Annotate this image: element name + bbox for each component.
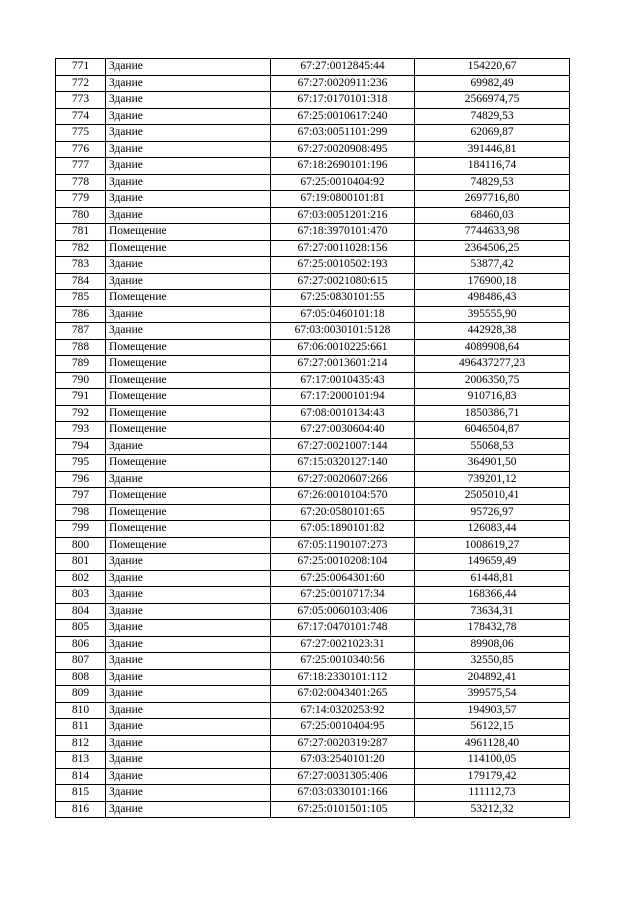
cadastral-number: 67:19:0800101:81	[271, 191, 415, 208]
table-row	[56, 240, 570, 257]
table-row	[56, 686, 570, 703]
table-row	[56, 603, 570, 620]
object-type: Здание	[106, 75, 271, 92]
object-type: Здание	[106, 257, 271, 274]
table-row	[56, 174, 570, 191]
cadastral-value: 442928,38	[415, 323, 570, 340]
object-type: Здание	[106, 620, 271, 637]
object-type: Здание	[106, 801, 271, 818]
property-registry-table	[55, 58, 570, 818]
row-number: 793	[56, 422, 106, 439]
table-row	[56, 372, 570, 389]
cadastral-value: 176900,18	[415, 273, 570, 290]
table-row	[56, 620, 570, 637]
row-number: 781	[56, 224, 106, 241]
table-row	[56, 290, 570, 307]
cadastral-number: 67:15:0320127:140	[271, 455, 415, 472]
table-row	[56, 92, 570, 109]
row-number: 784	[56, 273, 106, 290]
object-type: Здание	[106, 587, 271, 604]
object-type: Здание	[106, 752, 271, 769]
table-row	[56, 339, 570, 356]
table-row	[56, 570, 570, 587]
cadastral-number: 67:27:0030604:40	[271, 422, 415, 439]
cadastral-number: 67:17:0010435:43	[271, 372, 415, 389]
table-row	[56, 669, 570, 686]
object-type: Здание	[106, 158, 271, 175]
cadastral-number: 67:25:0010717:34	[271, 587, 415, 604]
row-number: 779	[56, 191, 106, 208]
cadastral-value: 111112,73	[415, 785, 570, 802]
cadastral-value: 496437277,23	[415, 356, 570, 373]
table-row	[56, 207, 570, 224]
object-type: Помещение	[106, 405, 271, 422]
cadastral-value: 178432,78	[415, 620, 570, 637]
cadastral-value: 114100,05	[415, 752, 570, 769]
object-type: Здание	[106, 768, 271, 785]
object-type: Помещение	[106, 488, 271, 505]
object-type: Здание	[106, 471, 271, 488]
row-number: 805	[56, 620, 106, 637]
cadastral-value: 55068,53	[415, 438, 570, 455]
cadastral-value: 73634,31	[415, 603, 570, 620]
object-type: Помещение	[106, 537, 271, 554]
row-number: 806	[56, 636, 106, 653]
row-number: 785	[56, 290, 106, 307]
table-row	[56, 438, 570, 455]
table-row	[56, 554, 570, 571]
cadastral-number: 67:17:0470101:748	[271, 620, 415, 637]
row-number: 801	[56, 554, 106, 571]
cadastral-number: 67:20:0580101:65	[271, 504, 415, 521]
object-type: Здание	[106, 653, 271, 670]
row-number: 776	[56, 141, 106, 158]
object-type: Помещение	[106, 224, 271, 241]
cadastral-value: 184116,74	[415, 158, 570, 175]
object-type: Здание	[106, 125, 271, 142]
object-type: Здание	[106, 669, 271, 686]
table-row	[56, 356, 570, 373]
object-type: Здание	[106, 108, 271, 125]
row-number: 804	[56, 603, 106, 620]
cadastral-value: 53212,32	[415, 801, 570, 818]
cadastral-number: 67:05:0460101:18	[271, 306, 415, 323]
row-number: 797	[56, 488, 106, 505]
cadastral-number: 67:25:0010502:193	[271, 257, 415, 274]
cadastral-number: 67:17:2000101:94	[271, 389, 415, 406]
cadastral-value: 68460,03	[415, 207, 570, 224]
cadastral-number: 67:25:0010404:92	[271, 174, 415, 191]
cadastral-value: 391446,81	[415, 141, 570, 158]
cadastral-value: 498486,43	[415, 290, 570, 307]
row-number: 777	[56, 158, 106, 175]
cadastral-number: 67:27:0020908:495	[271, 141, 415, 158]
cadastral-number: 67:25:0010617:240	[271, 108, 415, 125]
row-number: 771	[56, 59, 106, 76]
cadastral-number: 67:25:0010208:104	[271, 554, 415, 571]
registry-table-body	[56, 59, 570, 818]
object-type: Здание	[106, 191, 271, 208]
object-type: Здание	[106, 207, 271, 224]
cadastral-number: 67:18:2690101:196	[271, 158, 415, 175]
cadastral-number: 67:27:0021080:615	[271, 273, 415, 290]
cadastral-number: 67:03:0051101:299	[271, 125, 415, 142]
table-row	[56, 108, 570, 125]
row-number: 799	[56, 521, 106, 538]
cadastral-number: 67:05:0060103:406	[271, 603, 415, 620]
cadastral-value: 56122,15	[415, 719, 570, 736]
row-number: 809	[56, 686, 106, 703]
cadastral-value: 74829,53	[415, 174, 570, 191]
row-number: 773	[56, 92, 106, 109]
table-row	[56, 488, 570, 505]
cadastral-value: 1008619,27	[415, 537, 570, 554]
object-type: Помещение	[106, 356, 271, 373]
cadastral-number: 67:27:0020911:236	[271, 75, 415, 92]
table-row	[56, 471, 570, 488]
table-row	[56, 191, 570, 208]
table-row	[56, 504, 570, 521]
object-type: Здание	[106, 323, 271, 340]
table-row	[56, 537, 570, 554]
table-row	[56, 587, 570, 604]
cadastral-value: 89908,06	[415, 636, 570, 653]
table-row	[56, 521, 570, 538]
object-type: Помещение	[106, 372, 271, 389]
table-row	[56, 389, 570, 406]
object-type: Здание	[106, 735, 271, 752]
cadastral-number: 67:05:1890101:82	[271, 521, 415, 538]
cadastral-value: 1850386,71	[415, 405, 570, 422]
table-row	[56, 405, 570, 422]
table-row	[56, 422, 570, 439]
table-row	[56, 455, 570, 472]
cadastral-value: 74829,53	[415, 108, 570, 125]
table-row	[56, 273, 570, 290]
cadastral-number: 67:27:0021023:31	[271, 636, 415, 653]
cadastral-number: 67:25:0010340:56	[271, 653, 415, 670]
object-type: Здание	[106, 554, 271, 571]
table-row	[56, 158, 570, 175]
row-number: 774	[56, 108, 106, 125]
row-number: 810	[56, 702, 106, 719]
row-number: 803	[56, 587, 106, 604]
cadastral-value: 2566974,75	[415, 92, 570, 109]
cadastral-value: 910716,83	[415, 389, 570, 406]
cadastral-number: 67:17:0170101:318	[271, 92, 415, 109]
cadastral-number: 67:03:0330101:166	[271, 785, 415, 802]
table-row	[56, 224, 570, 241]
cadastral-value: 4961128,40	[415, 735, 570, 752]
cadastral-number: 67:02:0043401:265	[271, 686, 415, 703]
cadastral-value: 204892,41	[415, 669, 570, 686]
table-row	[56, 636, 570, 653]
cadastral-value: 364901,50	[415, 455, 570, 472]
cadastral-number: 67:05:1190107:273	[271, 537, 415, 554]
cadastral-value: 53877,42	[415, 257, 570, 274]
cadastral-value: 7744633,98	[415, 224, 570, 241]
object-type: Здание	[106, 686, 271, 703]
object-type: Здание	[106, 174, 271, 191]
table-row	[56, 752, 570, 769]
cadastral-value: 399575,54	[415, 686, 570, 703]
table-row	[56, 702, 570, 719]
cadastral-number: 67:25:0010404:95	[271, 719, 415, 736]
object-type: Помещение	[106, 339, 271, 356]
object-type: Здание	[106, 570, 271, 587]
row-number: 788	[56, 339, 106, 356]
row-number: 790	[56, 372, 106, 389]
object-type: Здание	[106, 438, 271, 455]
row-number: 780	[56, 207, 106, 224]
row-number: 783	[56, 257, 106, 274]
table-row	[56, 768, 570, 785]
table-row	[56, 785, 570, 802]
cadastral-number: 67:14:0320253:92	[271, 702, 415, 719]
object-type: Здание	[106, 702, 271, 719]
row-number: 772	[56, 75, 106, 92]
table-row	[56, 141, 570, 158]
object-type: Помещение	[106, 455, 271, 472]
document-page	[55, 58, 570, 818]
cadastral-number: 67:03:0051201:216	[271, 207, 415, 224]
row-number: 813	[56, 752, 106, 769]
cadastral-value: 61448,81	[415, 570, 570, 587]
cadastral-number: 67:27:0011028:156	[271, 240, 415, 257]
object-type: Здание	[106, 92, 271, 109]
cadastral-number: 67:27:0020319:287	[271, 735, 415, 752]
table-row	[56, 306, 570, 323]
cadastral-value: 62069,87	[415, 125, 570, 142]
cadastral-value: 32550,85	[415, 653, 570, 670]
cadastral-number: 67:25:0064301:60	[271, 570, 415, 587]
object-type: Помещение	[106, 422, 271, 439]
cadastral-number: 67:26:0010104:570	[271, 488, 415, 505]
table-row	[56, 719, 570, 736]
cadastral-value: 69982,49	[415, 75, 570, 92]
cadastral-number: 67:25:0101501:105	[271, 801, 415, 818]
cadastral-value: 154220,67	[415, 59, 570, 76]
cadastral-value: 6046504,87	[415, 422, 570, 439]
row-number: 815	[56, 785, 106, 802]
object-type: Помещение	[106, 504, 271, 521]
row-number: 816	[56, 801, 106, 818]
row-number: 812	[56, 735, 106, 752]
cadastral-value: 126083,44	[415, 521, 570, 538]
row-number: 798	[56, 504, 106, 521]
row-number: 811	[56, 719, 106, 736]
cadastral-value: 2505010,41	[415, 488, 570, 505]
object-type: Помещение	[106, 521, 271, 538]
row-number: 789	[56, 356, 106, 373]
cadastral-number: 67:27:0020607:266	[271, 471, 415, 488]
row-number: 796	[56, 471, 106, 488]
cadastral-value: 95726,97	[415, 504, 570, 521]
object-type: Здание	[106, 603, 271, 620]
table-row	[56, 125, 570, 142]
row-number: 775	[56, 125, 106, 142]
object-type: Здание	[106, 636, 271, 653]
row-number: 807	[56, 653, 106, 670]
row-number: 802	[56, 570, 106, 587]
cadastral-value: 179179,42	[415, 768, 570, 785]
table-row	[56, 653, 570, 670]
row-number: 794	[56, 438, 106, 455]
table-row	[56, 257, 570, 274]
object-type: Помещение	[106, 290, 271, 307]
cadastral-value: 4089908,64	[415, 339, 570, 356]
row-number: 791	[56, 389, 106, 406]
cadastral-number: 67:18:3970101:470	[271, 224, 415, 241]
cadastral-value: 168366,44	[415, 587, 570, 604]
object-type: Помещение	[106, 389, 271, 406]
row-number: 782	[56, 240, 106, 257]
object-type: Здание	[106, 141, 271, 158]
object-type: Здание	[106, 785, 271, 802]
cadastral-number: 67:27:0012845:44	[271, 59, 415, 76]
cadastral-value: 2697716,80	[415, 191, 570, 208]
table-row	[56, 735, 570, 752]
object-type: Помещение	[106, 240, 271, 257]
cadastral-number: 67:03:0030101:5128	[271, 323, 415, 340]
row-number: 778	[56, 174, 106, 191]
cadastral-value: 739201,12	[415, 471, 570, 488]
row-number: 795	[56, 455, 106, 472]
table-row	[56, 801, 570, 818]
table-row	[56, 75, 570, 92]
object-type: Здание	[106, 306, 271, 323]
cadastral-value: 2006350,75	[415, 372, 570, 389]
cadastral-number: 67:08:0010134:43	[271, 405, 415, 422]
cadastral-number: 67:06:0010225:661	[271, 339, 415, 356]
cadastral-number: 67:27:0021007:144	[271, 438, 415, 455]
object-type: Здание	[106, 719, 271, 736]
row-number: 814	[56, 768, 106, 785]
cadastral-number: 67:25:0830101:55	[271, 290, 415, 307]
row-number: 808	[56, 669, 106, 686]
cadastral-number: 67:18:2330101:112	[271, 669, 415, 686]
table-row	[56, 59, 570, 76]
object-type: Здание	[106, 59, 271, 76]
cadastral-value: 2364506,25	[415, 240, 570, 257]
row-number: 787	[56, 323, 106, 340]
object-type: Здание	[106, 273, 271, 290]
cadastral-value: 194903,57	[415, 702, 570, 719]
row-number: 792	[56, 405, 106, 422]
row-number: 786	[56, 306, 106, 323]
table-row	[56, 323, 570, 340]
cadastral-value: 149659,49	[415, 554, 570, 571]
row-number: 800	[56, 537, 106, 554]
cadastral-value: 395555,90	[415, 306, 570, 323]
cadastral-number: 67:27:0013601:214	[271, 356, 415, 373]
cadastral-number: 67:27:0031305:406	[271, 768, 415, 785]
cadastral-number: 67:03:2540101:20	[271, 752, 415, 769]
